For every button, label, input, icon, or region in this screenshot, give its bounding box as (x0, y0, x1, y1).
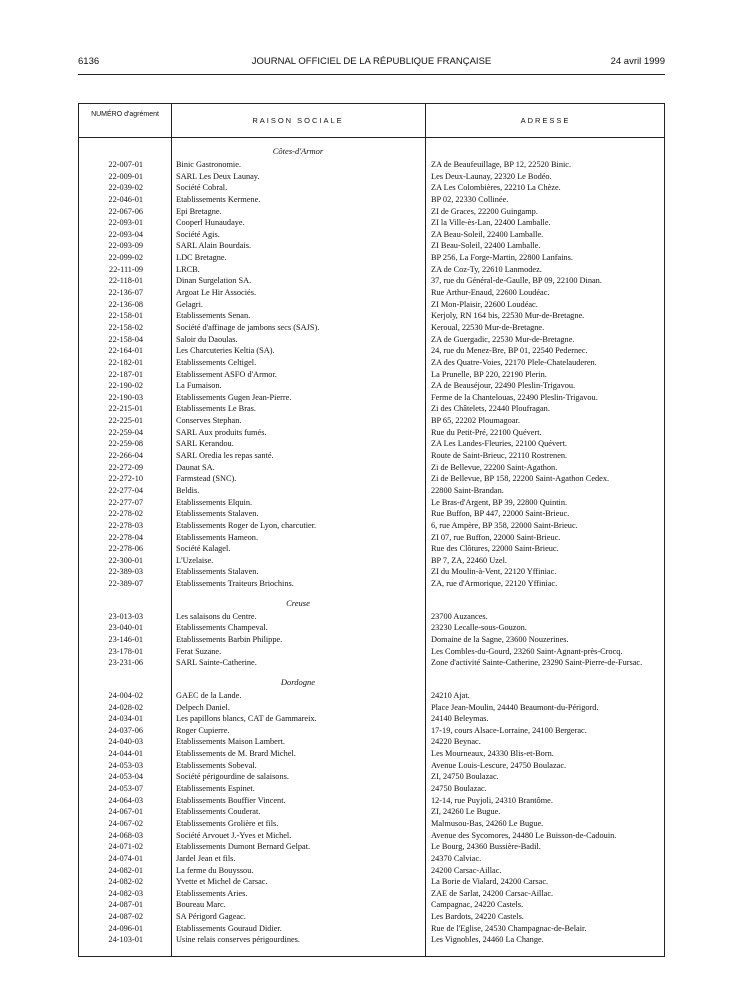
company-name: Etablissements Dumont Bernard Gelpat. (176, 842, 311, 852)
table-row (79, 748, 664, 760)
table-body (79, 144, 664, 946)
company-name: Etablissements Champeval. (176, 623, 268, 633)
approval-number: 24-087-02 (108, 912, 143, 922)
approval-number: 22-277-04 (108, 485, 143, 495)
approval-number: 22-093-01 (108, 218, 143, 228)
table-row (79, 532, 664, 544)
approval-number: 23-146-01 (108, 634, 143, 644)
table-row (79, 299, 664, 311)
company-name: Etablissements Grolière et fils. (176, 818, 279, 828)
table-row (79, 462, 664, 474)
company-name: Boureau Marc. (176, 900, 226, 910)
table-row (79, 287, 664, 299)
approval-number: 22-272-10 (108, 474, 143, 484)
company-address: Rue du Petit-Pré, 22100 Quévert. (431, 427, 542, 437)
company-address: Zone d'activité Sainte-Catherine, 23290 Saint-Pierre-de-Fursac. (431, 658, 643, 668)
approval-number: 22-093-04 (108, 229, 143, 239)
table-row (79, 911, 664, 923)
company-name: Société périgourdine de salaisons. (176, 772, 289, 782)
company-name: Gelagri. (176, 299, 203, 309)
table-row (79, 159, 664, 171)
company-name: Les papillons blancs, CAT de Gammareix. (176, 714, 317, 724)
approval-number: 22-259-08 (108, 439, 143, 449)
table-row (79, 899, 664, 911)
table-row (79, 334, 664, 346)
company-address: 17-19, cours Alsace-Lorraine, 24100 Bergerac. (431, 725, 587, 735)
company-name: Delpech Daniel. (176, 702, 230, 712)
company-name: Etablissements Espinet. (176, 784, 255, 794)
table-row (79, 264, 664, 276)
table-row (79, 736, 664, 748)
company-name: Etablissements Aries. (176, 888, 248, 898)
company-address: Zi de Bellevue, BP 158, 22200 Saint-Agathon Cedex. (431, 474, 610, 484)
company-address: 23230 Lecalle-sous-Gouzon. (431, 623, 527, 633)
company-address: ZA Beau-Soleil, 22400 Lamballe. (431, 229, 544, 239)
table-row (79, 427, 664, 439)
issue-date: 24 avril 1999 (610, 56, 665, 67)
page-header (78, 56, 665, 70)
company-name: Etablissements Hameon. (176, 532, 259, 542)
table-row (79, 252, 664, 264)
company-name: Saloir du Daoulas. (176, 334, 238, 344)
approval-number: 24-053-04 (108, 772, 143, 782)
table-row (79, 876, 664, 888)
company-address: La Prunelle, BP 220, 22190 Plerin. (431, 369, 547, 379)
approval-number: 22-190-03 (108, 392, 143, 402)
company-address: Le Bourg, 24360 Bussière-Badil. (431, 842, 541, 852)
approval-number: 22-067-06 (108, 206, 143, 216)
company-name: Etablissements Stalaven. (176, 509, 259, 519)
approval-number: 22-136-07 (108, 288, 143, 298)
table-row (79, 934, 664, 946)
department-heading (79, 675, 664, 690)
company-address: 24210 Ajat. (431, 690, 470, 700)
company-name: SARL Kerandou. (176, 439, 234, 449)
approval-number: 24-053-07 (108, 784, 143, 794)
company-name: Roger Cupierre. (176, 725, 230, 735)
company-address: Kerjoly, RN 164 bis, 22530 Mur-de-Bretagne. (431, 311, 585, 321)
approval-number: 24-082-02 (108, 877, 143, 887)
approval-number: 23-178-01 (108, 646, 143, 656)
company-name: SA Périgord Gageac. (176, 912, 246, 922)
table-row (79, 853, 664, 865)
approval-number: 24-004-02 (108, 690, 143, 700)
department-name: Creuse (286, 597, 310, 608)
table-row (79, 725, 664, 737)
column-header-adresse: ADRESSE (520, 116, 571, 125)
table-row (79, 485, 664, 497)
company-address: Les Bardots, 24220 Castels. (431, 912, 524, 922)
company-address: Les Combles-du-Gourd, 23260 Saint-Agnant-près-Crocq. (431, 646, 623, 656)
company-name: Les Charcuteries Keltia (SA). (176, 346, 275, 356)
company-name: Cooperl Hunaudaye. (176, 218, 245, 228)
approval-number: 24-064-03 (108, 795, 143, 805)
approval-number: 22-158-04 (108, 334, 143, 344)
approval-number: 24-082-01 (108, 865, 143, 875)
company-address: ZA, rue d'Armorique, 22120 Yffiniac. (431, 579, 558, 589)
company-name: Société d'affinage de jambons secs (SAJS). (176, 322, 320, 332)
company-name: Etablissements Elquin. (176, 497, 253, 507)
company-address: 24220 Beynac. (431, 737, 481, 747)
table-row (79, 543, 664, 555)
approval-number: 22-225-01 (108, 416, 143, 426)
approval-number: 22-136-08 (108, 299, 143, 309)
approval-number: 22-158-02 (108, 322, 143, 332)
company-name: Société Kalagel. (176, 544, 231, 554)
table-row (79, 702, 664, 714)
table-row (79, 657, 664, 669)
header-rule (78, 74, 665, 75)
approval-number: 22-389-07 (108, 579, 143, 589)
company-name: Etablissements Couderat. (176, 807, 261, 817)
company-address: Rue de l'Eglise, 24530 Champagnac-de-Belair. (431, 923, 587, 933)
company-name: Epi Bretagne. (176, 206, 222, 216)
approval-number: 22-278-06 (108, 544, 143, 554)
company-address: Place Jean-Moulin, 24440 Beaumont-du-Périgord. (431, 702, 599, 712)
company-address: ZI Beau-Soleil, 22400 Lamballe. (431, 241, 541, 251)
approval-number: 24-087-01 (108, 900, 143, 910)
approval-number: 22-046-01 (108, 194, 143, 204)
company-address: 6, rue Ampère, BP 358, 22000 Saint-Brieuc. (431, 520, 578, 530)
table-row (79, 806, 664, 818)
page-number: 6136 (78, 56, 100, 67)
company-address: Zi des Châtelets, 22440 Ploufragan. (431, 404, 550, 414)
approval-number: 22-187-01 (108, 369, 143, 379)
table-row (79, 182, 664, 194)
approval-number: 22-278-04 (108, 532, 143, 542)
company-name: Etablissements Le Bras. (176, 404, 256, 414)
table-row (79, 310, 664, 322)
approval-number: 24-044-01 (108, 749, 143, 759)
department-heading (79, 596, 664, 611)
company-address: BP 65, 22202 Ploumagoar. (431, 416, 520, 426)
approval-table (78, 103, 665, 957)
company-address: Campagnac, 24220 Castels. (431, 900, 524, 910)
table-header (79, 104, 664, 138)
department-name: Côtes-d'Armor (272, 146, 324, 156)
company-address: ZA Les Colombières, 22210 La Chèze. (431, 183, 561, 193)
approval-number: 22-278-03 (108, 520, 143, 530)
company-name: Etablissements Stalaven. (176, 567, 259, 577)
approval-number: 24-034-01 (108, 714, 143, 724)
company-name: SARL Sainte-Catherine. (176, 658, 257, 668)
company-address: Zi de Bellevue, 22200 Saint-Agathon. (431, 462, 558, 472)
approval-number: 24-074-01 (108, 853, 143, 863)
company-address: ZA des Quatre-Voies, 22170 Plele-Chatelauderen. (431, 357, 597, 367)
company-name: Yvette et Michel de Carsac. (176, 877, 268, 887)
company-address: ZAE de Sarlat, 24200 Carsac-Aillac. (431, 888, 554, 898)
table-row (79, 771, 664, 783)
company-address: BP 7, ZA, 22460 Uzel. (431, 555, 507, 565)
column-header-raison-sociale: RAISON SOCIALE (252, 116, 344, 125)
company-name: SARL Oredia les repas santé. (176, 451, 274, 461)
table-row (79, 923, 664, 935)
company-name: Etablissements de M. Brard Michel. (176, 749, 296, 759)
approval-number: 22-259-04 (108, 427, 143, 437)
company-address: ZI, 24750 Boulazac. (431, 772, 499, 782)
table-row (79, 392, 664, 404)
company-name: Beldis. (176, 485, 200, 495)
company-name: Argoat Le Hir Associés. (176, 288, 257, 298)
company-address: ZA de Beaufeuillage, BP 12, 22520 Binic. (431, 160, 572, 169)
company-address: 24370 Calviac. (431, 853, 482, 863)
table-row (79, 634, 664, 646)
approval-number: 24-053-03 (108, 760, 143, 770)
company-name: Usine relais conserves périgourdines. (176, 935, 300, 945)
table-row (79, 865, 664, 877)
table-row (79, 646, 664, 658)
company-address: ZA de Guergadic, 22530 Mur-de-Bretagne. (431, 334, 575, 344)
company-name: Société Cobral. (176, 183, 228, 193)
table-row (79, 206, 664, 218)
approval-number: 23-040-01 (108, 623, 143, 633)
table-row (79, 566, 664, 578)
table-row (79, 380, 664, 392)
company-address: ZI Mon-Plaisir, 22600 Loudéac. (431, 299, 538, 309)
table-row (79, 713, 664, 725)
company-name: SARL Alain Bourdais. (176, 241, 252, 251)
company-address: ZI de Graces, 22200 Guingamp. (431, 206, 538, 216)
table-row (79, 450, 664, 462)
company-name: SARL Les Deux Launay. (176, 171, 260, 181)
company-address: Domaine de la Sagne, 23600 Nouzerines. (431, 634, 569, 644)
table-row (79, 611, 664, 623)
company-name: Etablissements Barbin Philippe. (176, 634, 283, 644)
company-address: ZA de Coz-Ty, 22610 Lanmodez. (431, 264, 542, 274)
table-row (79, 760, 664, 772)
company-address: Les Mourneaux, 24330 Blis-et-Born. (431, 749, 554, 759)
company-address: 24, rue du Menez-Bre, BP 01, 22540 Pedernec. (431, 346, 588, 356)
company-address: Rue Buffon, BP 447, 22000 Saint-Brieuc. (431, 509, 570, 519)
table-row (79, 818, 664, 830)
company-address: Avenue Louis-Lescure, 24750 Boulazac. (431, 760, 567, 770)
table-row (79, 795, 664, 807)
approval-number: 24-103-01 (108, 935, 143, 945)
company-name: Etablissements Maison Lambert. (176, 737, 285, 747)
company-name: Etablissements Celtigel. (176, 357, 257, 367)
table-row (79, 830, 664, 842)
approval-number: 24-082-03 (108, 888, 143, 898)
approval-number: 24-040-03 (108, 737, 143, 747)
company-address: BP 256, La Forge-Martin, 22800 Lanfains. (431, 253, 573, 263)
company-address: ZI 07, rue Buffon, 22000 Saint-Brieuc. (431, 532, 561, 542)
approval-number: 22-007-01 (108, 160, 143, 169)
table-row (79, 497, 664, 509)
company-name: Société Agis. (176, 229, 220, 239)
company-address: Rue Arthur-Enaud, 22600 Loudéac. (431, 288, 550, 298)
table-row (79, 415, 664, 427)
company-name: Ferat Suzane. (176, 646, 222, 656)
company-name: La ferme du Bouyssou. (176, 865, 254, 875)
table-row (79, 783, 664, 795)
table-row (79, 622, 664, 634)
column-header-numero: NUMÉRO d'agrément (91, 111, 159, 118)
company-name: Conserves Stephan. (176, 416, 242, 426)
company-address: Avenue des Sycomores, 24480 Le Buisson-de-Cadouin. (431, 830, 617, 840)
approval-number: 22-190-02 (108, 381, 143, 391)
approval-number: 22-164-01 (108, 346, 143, 356)
company-address: 23700 Auzances. (431, 611, 488, 621)
company-name: Société Arvouet J.-Yves et Michel. (176, 830, 292, 840)
company-name: Etablissements Sobeval. (176, 760, 257, 770)
table-row (79, 240, 664, 252)
company-name: Etablissements Gugen Jean-Pierre. (176, 392, 292, 402)
company-address: 24750 Boulazac. (431, 784, 487, 794)
table-row (79, 322, 664, 334)
company-address: ZA de Beauséjour, 22490 Pleslin-Trigavou. (431, 381, 576, 391)
company-name: Dinan Surgelation SA. (176, 276, 252, 286)
company-name: Etablissement ASFO d'Armor. (176, 369, 277, 379)
company-name: LRCB. (176, 264, 200, 274)
company-address: 22800 Saint-Brandan. (431, 485, 504, 495)
department-name: Dordogne (280, 676, 316, 687)
approval-number: 24-068-03 (108, 830, 143, 840)
table-row (79, 520, 664, 532)
approval-number: 22-039-02 (108, 183, 143, 193)
table-row (79, 888, 664, 900)
company-address: 24140 Beleymas. (431, 714, 489, 724)
approval-number: 22-158-01 (108, 311, 143, 321)
company-name: Etablissements Gouraud Didier. (176, 923, 282, 933)
table-row (79, 357, 664, 369)
department-heading (79, 144, 664, 159)
approval-number: 22-277-07 (108, 497, 143, 507)
company-address: Route de Saint-Brieuc, 22110 Rostrenen. (431, 451, 568, 461)
approval-number: 23-231-06 (108, 658, 143, 668)
approval-number: 22-182-01 (108, 357, 143, 367)
company-name: Etablissements Bouffier Vincent. (176, 795, 286, 805)
company-address: Les Deux-Launay, 22320 Le Bodéo. (431, 171, 552, 181)
company-name: GAEC de la Lande. (176, 690, 242, 700)
company-name: Etablissements Roger de Lyon, charcutier. (176, 520, 317, 530)
table-row (79, 473, 664, 485)
company-address: ZI, 24260 Le Bugue. (431, 807, 501, 817)
company-name: Etablissements Senan. (176, 311, 251, 321)
company-address: Ferme de la Chantelouas, 22490 Pleslin-Trigavou. (431, 392, 598, 402)
approval-number: 22-215-01 (108, 404, 143, 414)
table-row (79, 438, 664, 450)
company-address: BP 02, 22330 Collinée. (431, 194, 509, 204)
table-row (79, 275, 664, 287)
table-row (79, 171, 664, 183)
approval-number: 22-093-09 (108, 241, 143, 251)
company-name: Jardel Jean et fils. (176, 853, 236, 863)
approval-number: 22-111-09 (109, 264, 143, 274)
approval-number: 22-278-02 (108, 509, 143, 519)
company-address: Les Vignobles, 24460 La Change. (431, 935, 544, 945)
company-name: Etablissements Kermene. (176, 194, 261, 204)
company-address: 12-14, rue Puyjoli, 24310 Brantôme. (431, 795, 553, 805)
approval-number: 22-009-01 (108, 171, 143, 181)
company-name: LDC Bretagne. (176, 253, 227, 263)
table-row (79, 555, 664, 567)
approval-number: 24-067-01 (108, 807, 143, 817)
company-address: Keroual, 22530 Mur-de-Bretagne. (431, 322, 545, 332)
company-name: Les salaisons du Centre. (176, 611, 257, 621)
approval-number: 22-118-01 (108, 276, 143, 286)
table-row (79, 841, 664, 853)
approval-number: 24-028-02 (108, 702, 143, 712)
approval-number: 22-272-09 (108, 462, 143, 472)
approval-number: 23-013-03 (108, 611, 143, 621)
company-name: Etablissements Traiteurs Briochins. (176, 579, 294, 589)
approval-number: 22-300-01 (108, 555, 143, 565)
approval-number: 22-389-03 (108, 567, 143, 577)
company-address: Rue des Clôtures, 22000 Saint-Brieuc. (431, 544, 559, 554)
company-address: Le Bras-d'Argent, BP 39, 22800 Quintin. (431, 497, 568, 507)
table-row (79, 578, 664, 590)
approval-number: 24-096-01 (108, 923, 143, 933)
table-row (79, 690, 664, 702)
approval-number: 22-266-04 (108, 451, 143, 461)
company-address: 37, rue du Général-de-Gaulle, BP 09, 22100 Dinan. (431, 276, 602, 286)
company-address: Malmusou-Bas, 24260 Le Bugue. (431, 818, 544, 828)
company-name: La Fumaison. (176, 381, 222, 391)
company-address: La Borie de Vialard, 24200 Carsac. (431, 877, 549, 887)
table-row (79, 403, 664, 415)
company-name: Binic Gastronomie. (176, 160, 241, 169)
table-row (79, 345, 664, 357)
table-row (79, 508, 664, 520)
table-row (79, 194, 664, 206)
company-address: ZI du Moulin-à-Vent, 22120 Yffiniac. (431, 567, 557, 577)
company-address: 24200 Carsac-Aillac. (431, 865, 502, 875)
approval-number: 22-099-02 (108, 253, 143, 263)
company-address: ZI la Ville-ès-Lan, 22400 Lamballe. (431, 218, 551, 228)
company-name: L'Uzelaise. (176, 555, 214, 565)
approval-number: 24-071-02 (108, 842, 143, 852)
company-address: ZA Les Landes-Fleuries, 22100 Quévert. (431, 439, 567, 449)
company-name: SARL Aux produits fumés. (176, 427, 267, 437)
table-row (79, 229, 664, 241)
company-name: Daunat SA. (176, 462, 215, 472)
table-row (79, 369, 664, 381)
approval-number: 24-067-02 (108, 818, 143, 828)
table-row (79, 217, 664, 229)
journal-title: JOURNAL OFFICIEL DE LA RÉPUBLIQUE FRANÇAISE (251, 56, 492, 67)
company-name: Farmstead (SNC). (176, 474, 237, 484)
approval-number: 24-037-06 (108, 725, 143, 735)
